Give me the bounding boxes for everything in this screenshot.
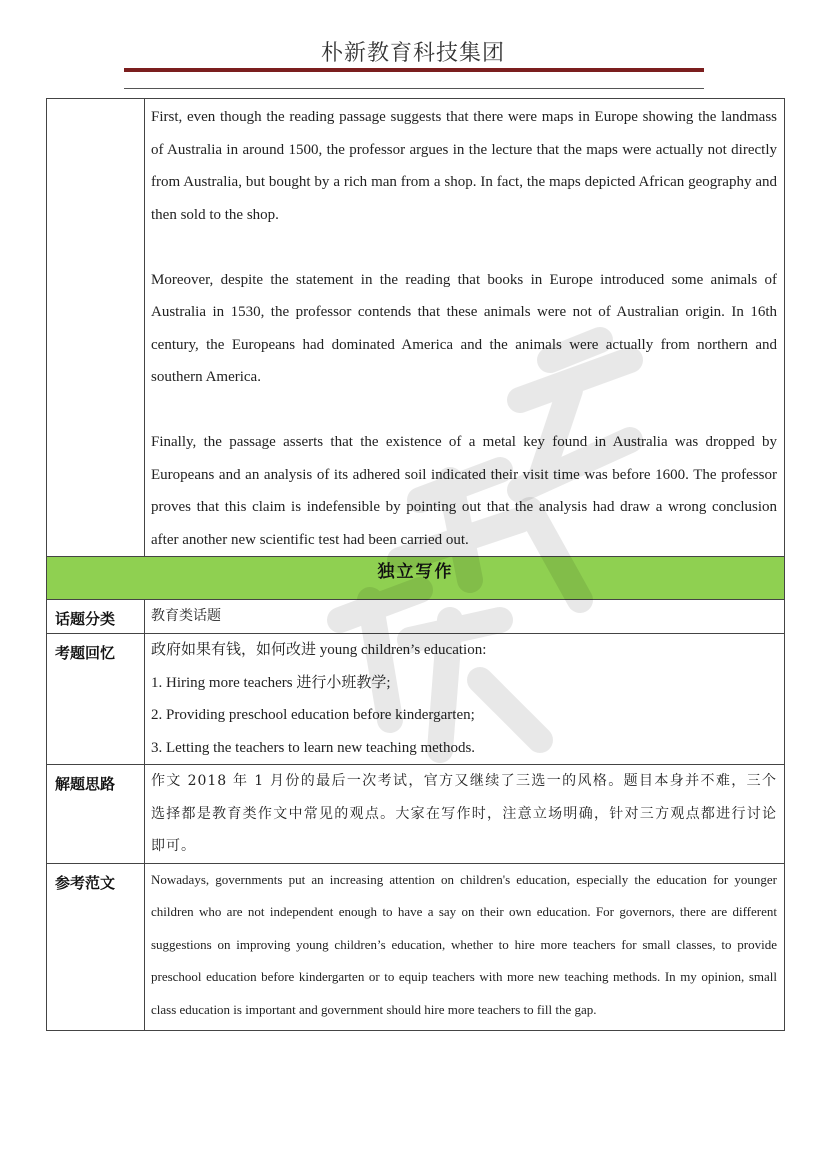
integrated-label-cell	[47, 99, 145, 557]
sample-essay-text: Nowadays, governments put an increasing attention on children's education, especially the education for younger children who are not independent enough to have a say on their own education. For governors, there are different suggestions on improving young children’s education, whether to hire more teachers for small classes, to provide preschool education before kindergarten or to equip teachers with more new teaching methods. In my opinion, small class education is important and government should hire more teachers to fill the gap.	[151, 871, 777, 1017]
approach-row	[47, 765, 785, 864]
independent-section-title: 独立写作	[47, 557, 785, 600]
integrated-paragraph-2: Moreover, despite the statement in the reading that books in Europe introduced some animals of Australia in 1530, the professor contends that these animals were not of Australian origin. In 16th century, the Europeans had dominated America and the animals were actually from northern and southern America.	[151, 271, 777, 385]
recall-question: 政府如果有钱，如何改进 young children’s education:	[151, 642, 487, 658]
sample-row	[47, 863, 785, 1031]
approach-text: 作文 2018 年 1 月份的最后一次考试，官方又继续了三选一的风格。题目本身并不难，三个选择都是教育类作文中常见的观点。大家在写作时，注意立场明确，针对三方观点都进行讨论即可。	[151, 773, 777, 854]
header-rule-thin	[124, 88, 704, 89]
approach-label: 解题思路	[55, 775, 116, 793]
integrated-row	[47, 99, 785, 557]
integrated-paragraph-1: First, even though the reading passage suggests that there were maps in Europe showing the landmass of Australia in around 1500, the professor argues in the lecture that the maps were actually not directly from Australia, but bought by a rich man from a shop. In fact, the maps depicted African geography and then sold to the shop.	[151, 109, 777, 223]
topic-value: 教育类话题	[151, 608, 221, 624]
sample-label: 参考范文	[55, 873, 116, 892]
independent-section-header	[47, 557, 785, 600]
header-rule-thick	[124, 68, 704, 72]
recall-option-1: 1. Hiring more teachers 进行小班教学;	[151, 674, 391, 691]
integrated-paragraph-3: Finally, the passage asserts that the existence of a metal key found in Australia was dropped by Europeans and an analysis of its adhered soil indicated their visit time was before 1600. The professor proves that this claim is indefensible by pointing out that the analysis had draw a wrong conclusion after another new scientific test had been carried out.	[151, 434, 777, 548]
topic-label: 话题分类	[55, 610, 116, 628]
topic-row	[47, 600, 785, 634]
content-table	[46, 98, 785, 1031]
recall-row	[47, 634, 785, 765]
integrated-content-cell	[145, 99, 785, 557]
recall-option-2: 2. Providing preschool education before kindergarten;	[151, 707, 475, 723]
page-header-title: 朴新教育科技集团	[320, 40, 505, 65]
recall-option-3: 3. Letting the teachers to learn new teaching methods.	[151, 739, 476, 756]
recall-label: 考题回忆	[55, 644, 116, 662]
